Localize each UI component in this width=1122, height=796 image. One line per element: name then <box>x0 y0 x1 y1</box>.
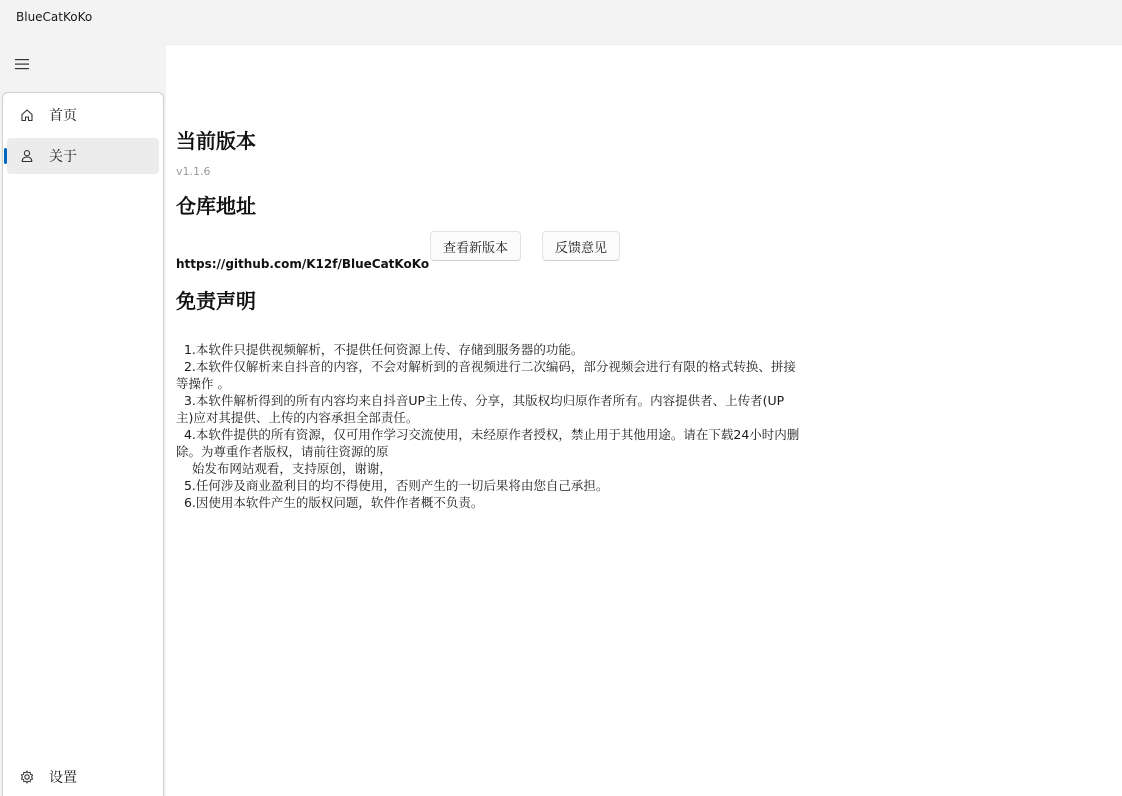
disclaimer-line: 4.本软件提供的所有资源，仅可用作学习交流使用，未经原作者授权，禁止用于其他用途。请在下载24小时内删除。为尊重作者版权，请前往资源的原 始发布网站观看，支持原创，谢谢， <box>176 427 800 476</box>
version-text: v1.1.6 <box>176 165 211 178</box>
home-icon <box>19 107 35 123</box>
person-icon <box>19 148 35 164</box>
disclaimer-line: 2.本软件仅解析来自抖音的内容，不会对解析到的音视频进行二次编码，部分视频会进行有限的格式转换、拼接等操作 。 <box>176 359 796 391</box>
sidebar-item-settings[interactable] <box>7 759 159 795</box>
selection-indicator <box>4 148 7 164</box>
repo-url: https://github.com/K12f/BlueCatKoKo <box>176 257 430 271</box>
app-title: BlueCatKoKo <box>16 10 93 24</box>
disclaimer-line: 6.因使用本软件产生的版权问题，软件作者概不负责。 <box>176 495 484 510</box>
disclaimer-line: 1.本软件只提供视频解析，不提供任何资源上传、存储到服务器的功能。 <box>176 342 584 357</box>
repo-heading: 仓库地址 <box>176 194 256 218</box>
sidebar-item-label: 设置 <box>49 770 77 786</box>
check-update-button[interactable]: 查看新版本 <box>430 231 521 261</box>
about-page <box>166 44 1122 796</box>
disclaimer-heading: 免责声明 <box>176 289 256 313</box>
disclaimer-line: 5.任何涉及商业盈利目的均不得使用，否则产生的一切后果将由您自己承担。 <box>176 478 609 493</box>
hamburger-icon <box>15 55 29 74</box>
sidebar-item-home[interactable] <box>7 97 159 133</box>
sidebar-item-about[interactable] <box>7 138 159 174</box>
sidebar-item-label: 关于 <box>49 149 77 165</box>
disclaimer-line: 3.本软件解析得到的所有内容均来自抖音UP主上传、分享，其版权均归原作者所有。内容提供者、上传者(UP主)应对其提供、上传的内容承担全部责任。 <box>176 393 785 425</box>
sidebar-item-label: 首页 <box>49 108 77 124</box>
disclaimer-text <box>176 341 800 511</box>
menu-toggle-button[interactable] <box>12 54 32 74</box>
gear-icon <box>19 769 35 785</box>
title-bar <box>0 0 1122 40</box>
feedback-button[interactable]: 反馈意见 <box>542 231 620 261</box>
navigation-sidebar <box>2 92 164 796</box>
version-heading: 当前版本 <box>176 129 256 153</box>
